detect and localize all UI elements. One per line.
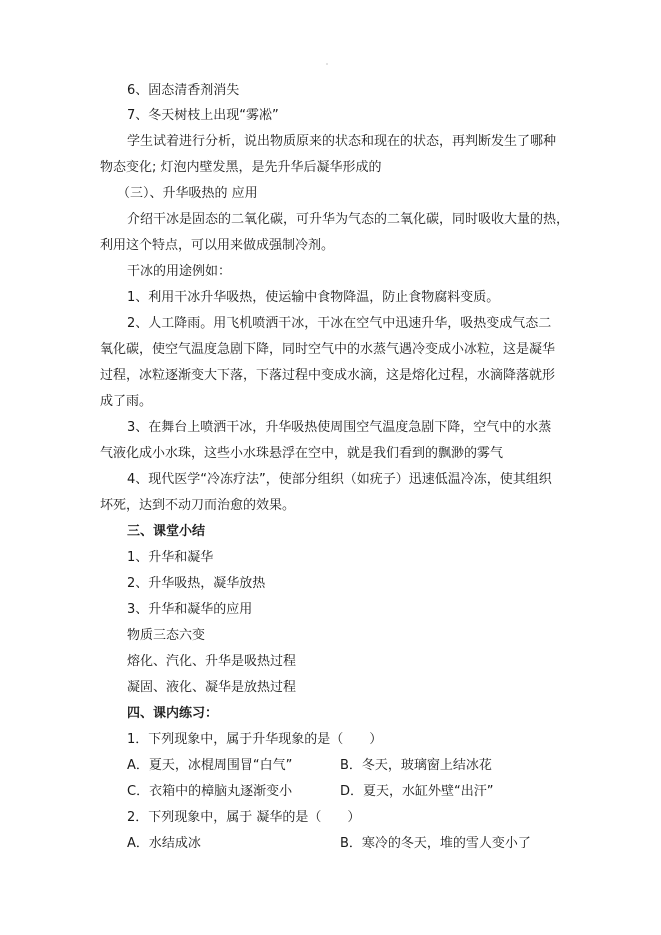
use-item-3-line-1: 3、在舞台上喷洒干冰，升华吸热使周围空气温度急剧下降，空气中的水蒸 (127, 420, 552, 435)
use-item-4-line-2: 坏死，达到不动刀而治愈的效果。 (100, 498, 296, 513)
paragraph-analysis-line-1: 学生试着进行分析，说出物质原来的状态和现在的状态，再判断发生了哪种 (127, 134, 557, 149)
use-item-1: 1、利用干冰升华吸热，使运输中食物降温，防止食物腐料变质。 (127, 290, 500, 305)
question-1: 1．下列现象中，属于升华现象的是（ ） (127, 732, 383, 747)
summary-item-1: 1、升华和凝华 (127, 550, 214, 565)
use-item-2-line-1: 2、人工降雨。用飞机喷洒干冰，干冰在空气中迅速升华，吸热变成气态二 (127, 316, 552, 331)
list-item-7: 7、冬天树枝上出现“雾凇” (127, 108, 279, 123)
use-item-2-line-4: 成了雨。 (100, 394, 153, 409)
use-item-4-line-1: 4、现代医学“冷冻疗法”，使部分组织（如疣子）迅速低温冷冻，使其组织 (127, 472, 552, 487)
scan-speck (326, 63, 328, 65)
question-1-option-c: C．衣箱中的樟脑丸逐渐变小 (127, 784, 293, 799)
section-heading-sublimation-application: （三）、升华吸热的 应用 (117, 186, 258, 201)
summary-exothermic: 凝固、液化、凝华是放热过程 (127, 680, 297, 695)
summary-item-2: 2、升华吸热，凝华放热 (127, 576, 266, 591)
summary-endothermic: 熔化、汽化、升华是吸热过程 (127, 654, 297, 669)
question-2-option-a: A．水结成冰 (127, 836, 201, 851)
question-1-option-a: A．夏天，冰棍周围冒“白气” (127, 758, 293, 773)
section-heading-exercises: 四、课内练习： (127, 706, 219, 721)
summary-three-states: 物质三态六变 (127, 628, 206, 643)
paragraph-analysis-line-2: 物态变化; 灯泡内壁发黑，是先升华后凝华形成的 (100, 160, 382, 175)
use-item-3-line-2: 气液化成小水珠，这些小水珠悬浮在空中，就是我们看到的飘渺的雾气 (100, 446, 504, 461)
list-item-6: 6、固态清香剂消失 (127, 83, 240, 98)
question-2-option-b: B．寒冷的冬天，堆的雪人变小了 (340, 836, 531, 851)
paragraph-dry-ice-line-1: 介绍干冰是固态的二氧化碳，可升华为气态的二氧化碳，同时吸收大量的热， (127, 212, 570, 227)
question-2: 2．下列现象中，属于 凝华的是（ ） (127, 810, 361, 825)
section-heading-summary: 三、课堂小结 (127, 524, 206, 539)
summary-item-3: 3、升华和凝华的应用 (127, 602, 253, 617)
paragraph-dry-ice-line-2: 利用这个特点，可以用来做成强制冷剂。 (100, 238, 335, 253)
question-1-option-b: B．冬天，玻璃窗上结冰花 (340, 758, 492, 773)
dry-ice-uses-heading: 干冰的用途例如： (127, 264, 232, 279)
question-1-option-d: D．夏天，水缸外壁“出汗” (340, 784, 494, 799)
use-item-2-line-2: 氧化碳，使空气温度急剧下降，同时空气中的水蒸气遇冷变成小冰粒，这是凝华 (100, 342, 556, 357)
use-item-2-line-3: 过程，冰粒逐渐变大下落，下落过程中变成水滴，这是熔化过程，水滴降落就形 (100, 368, 556, 383)
